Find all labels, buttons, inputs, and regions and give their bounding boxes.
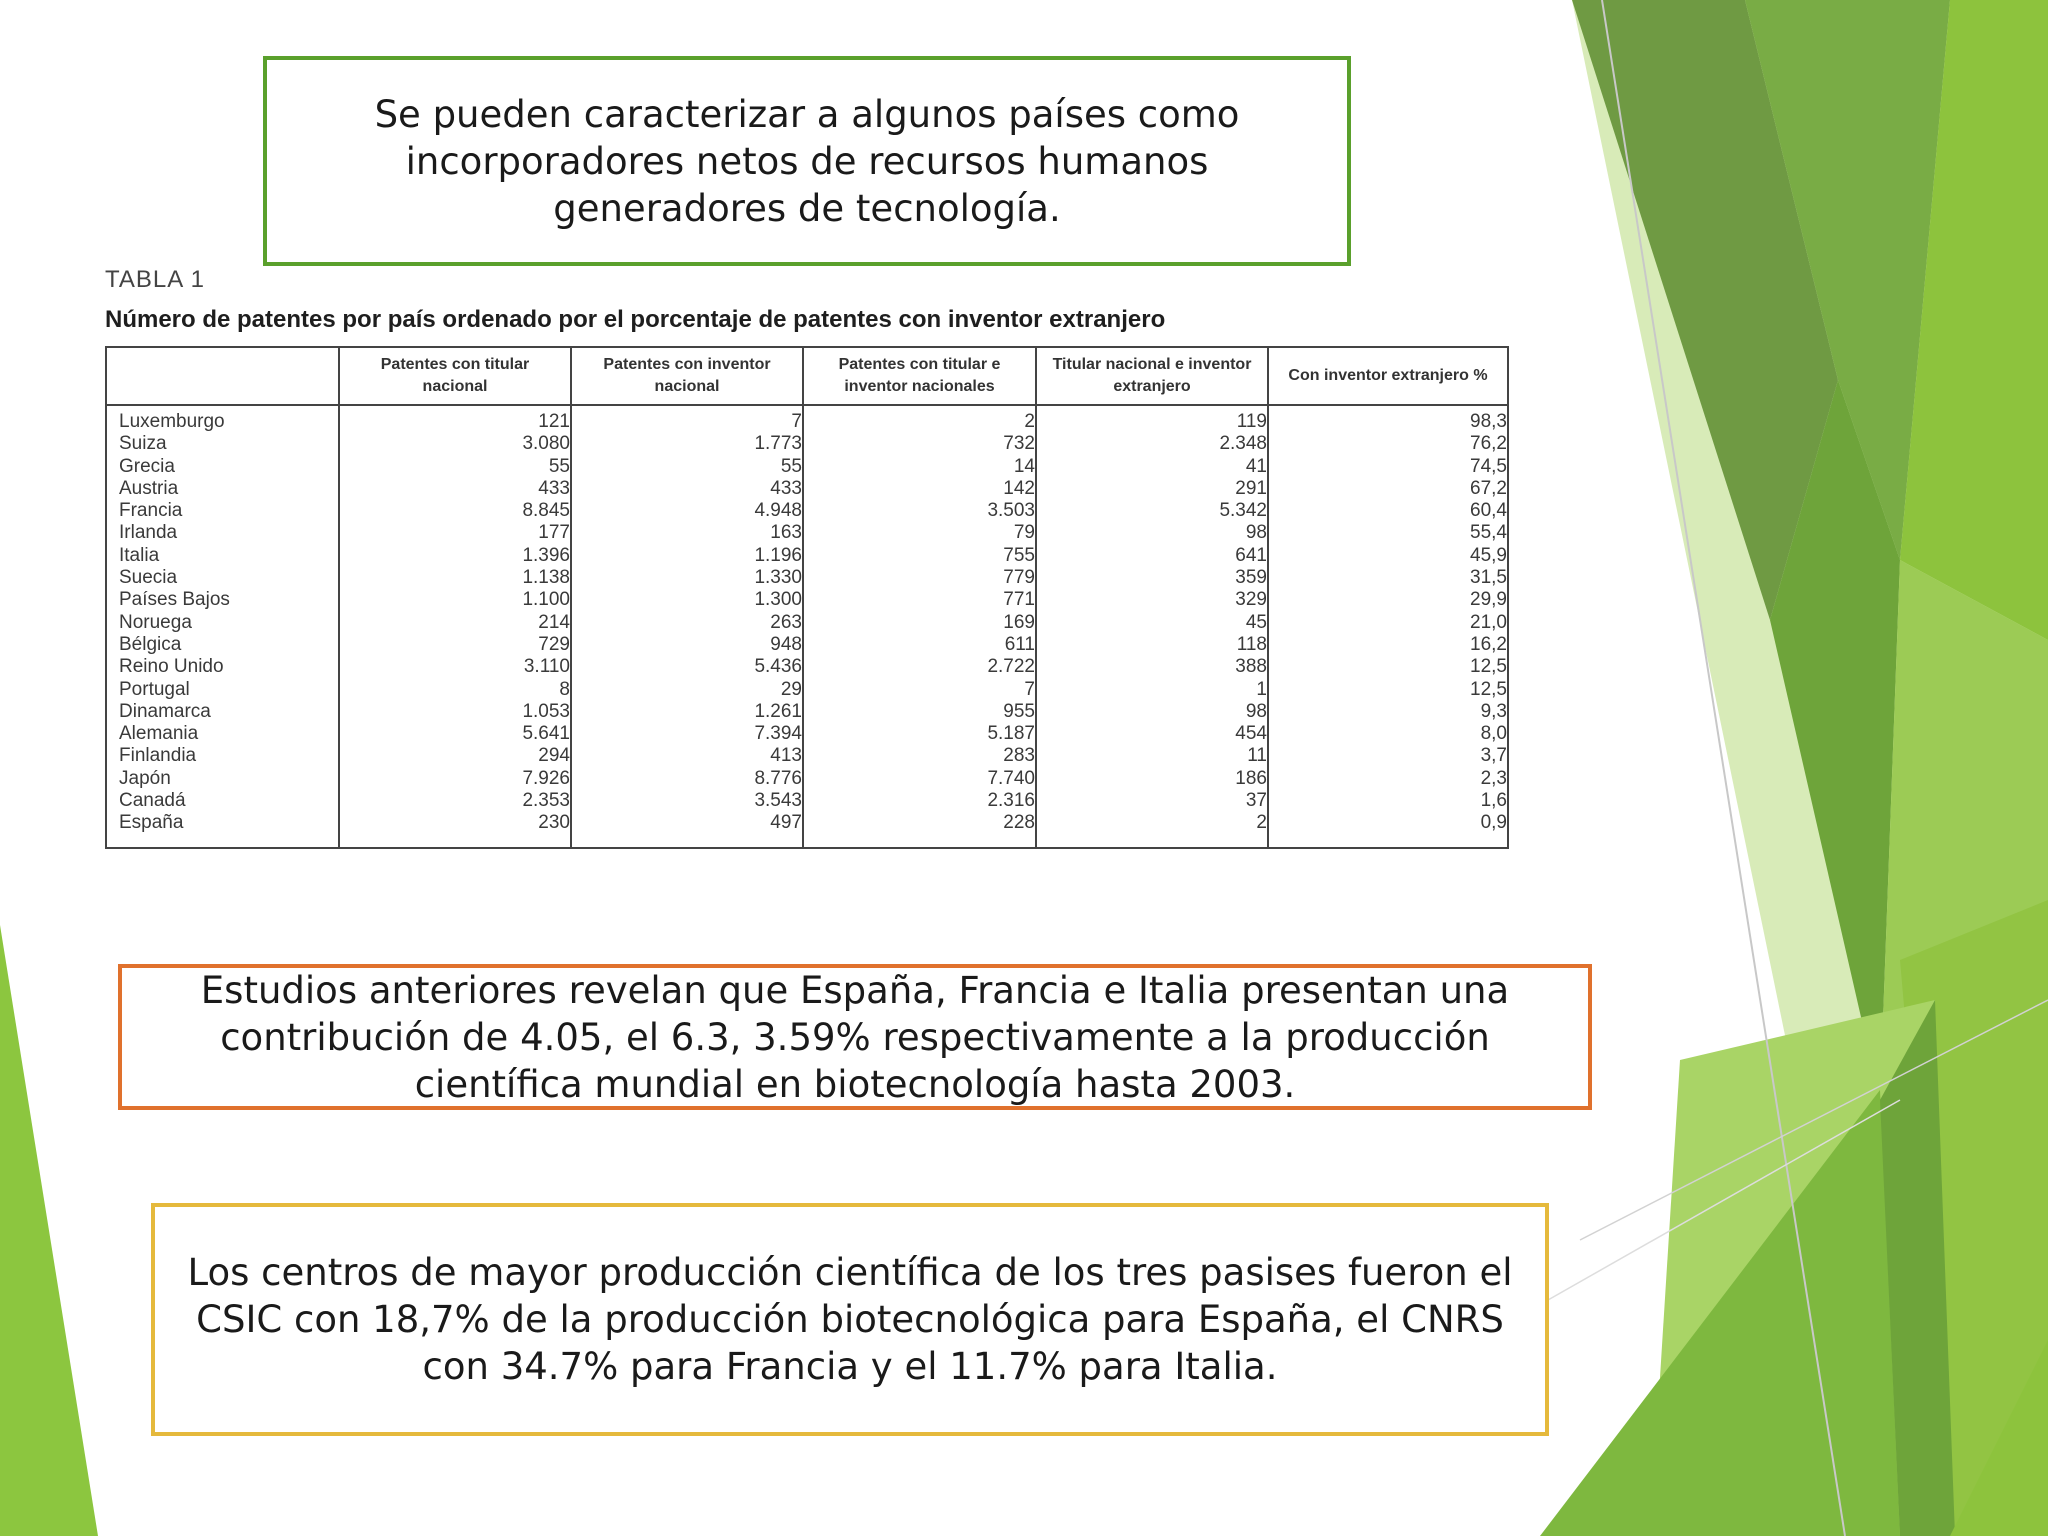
header-titular-inventor-nacionales: Patentes con titular e inventor nacionales	[803, 347, 1036, 405]
table-row	[106, 790, 1508, 812]
value-cell: 5.342	[1036, 500, 1268, 522]
value-cell: 948	[571, 634, 803, 656]
value-cell: 1.261	[571, 701, 803, 723]
value-cell: 214	[339, 612, 571, 634]
value-cell: 29,9	[1268, 589, 1508, 611]
value-cell: 3.503	[803, 500, 1036, 522]
value-cell: 169	[803, 612, 1036, 634]
value-cell: 955	[803, 701, 1036, 723]
value-cell: 7	[803, 679, 1036, 701]
value-cell: 1.053	[339, 701, 571, 723]
value-cell: 177	[339, 522, 571, 544]
value-cell: 1.100	[339, 589, 571, 611]
country-cell: Dinamarca	[106, 701, 339, 723]
value-cell: 12,5	[1268, 679, 1508, 701]
value-cell: 9,3	[1268, 701, 1508, 723]
country-cell: Luxemburgo	[106, 405, 339, 433]
value-cell: 2	[803, 405, 1036, 433]
value-cell: 55	[571, 456, 803, 478]
value-cell: 8.845	[339, 500, 571, 522]
country-cell: Canadá	[106, 790, 339, 812]
intro-callout-text: Se pueden caracterizar a algunos países como incorporadores netos de recursos humanos generadores de tecnología.	[374, 92, 1240, 230]
value-cell: 359	[1036, 567, 1268, 589]
value-cell: 291	[1036, 478, 1268, 500]
table-row	[106, 522, 1508, 544]
value-cell: 3.543	[571, 790, 803, 812]
value-cell: 14	[803, 456, 1036, 478]
header-titular-nacional-inventor-extranjero: Titular nacional e inventor extranjero	[1036, 347, 1268, 405]
value-cell: 67,2	[1268, 478, 1508, 500]
header-titular-nacional: Patentes con titular nacional	[339, 347, 571, 405]
value-cell: 5.187	[803, 723, 1036, 745]
value-cell: 11	[1036, 745, 1268, 767]
table-row	[106, 745, 1508, 767]
country-cell: Francia	[106, 500, 339, 522]
value-cell: 1.300	[571, 589, 803, 611]
country-cell: Grecia	[106, 456, 339, 478]
value-cell: 45,9	[1268, 545, 1508, 567]
value-cell: 118	[1036, 634, 1268, 656]
value-cell: 60,4	[1268, 500, 1508, 522]
value-cell: 755	[803, 545, 1036, 567]
value-cell: 2.348	[1036, 433, 1268, 455]
intro-callout	[263, 56, 1351, 266]
value-cell: 5.641	[339, 723, 571, 745]
value-cell: 611	[803, 634, 1036, 656]
country-cell: Finlandia	[106, 745, 339, 767]
value-cell: 76,2	[1268, 433, 1508, 455]
table-header-row	[106, 347, 1508, 405]
value-cell: 1,6	[1268, 790, 1508, 812]
patent-table-section	[105, 266, 1507, 849]
table-row	[106, 433, 1508, 455]
value-cell: 98,3	[1268, 405, 1508, 433]
value-cell: 41	[1036, 456, 1268, 478]
value-cell: 433	[339, 478, 571, 500]
value-cell: 497	[571, 812, 803, 847]
table-row	[106, 656, 1508, 678]
value-cell: 8,0	[1268, 723, 1508, 745]
value-cell: 98	[1036, 701, 1268, 723]
centers-callout	[151, 1203, 1549, 1436]
value-cell: 37	[1036, 790, 1268, 812]
value-cell: 1.330	[571, 567, 803, 589]
value-cell: 29	[571, 679, 803, 701]
table-row	[106, 701, 1508, 723]
value-cell: 7.926	[339, 768, 571, 790]
value-cell: 7.740	[803, 768, 1036, 790]
value-cell: 641	[1036, 545, 1268, 567]
value-cell: 186	[1036, 768, 1268, 790]
value-cell: 1	[1036, 679, 1268, 701]
value-cell: 55	[339, 456, 571, 478]
table-row	[106, 500, 1508, 522]
country-cell: Suiza	[106, 433, 339, 455]
value-cell: 2.316	[803, 790, 1036, 812]
value-cell: 230	[339, 812, 571, 847]
country-cell: Alemania	[106, 723, 339, 745]
value-cell: 8.776	[571, 768, 803, 790]
table-caption: TABLA 1	[105, 266, 205, 293]
value-cell: 732	[803, 433, 1036, 455]
value-cell: 163	[571, 522, 803, 544]
value-cell: 1.196	[571, 545, 803, 567]
value-cell: 2.722	[803, 656, 1036, 678]
country-cell: Irlanda	[106, 522, 339, 544]
value-cell: 413	[571, 745, 803, 767]
country-cell: Bélgica	[106, 634, 339, 656]
table-row	[106, 612, 1508, 634]
table-row	[106, 768, 1508, 790]
value-cell: 4.948	[571, 500, 803, 522]
value-cell: 1.138	[339, 567, 571, 589]
value-cell: 55,4	[1268, 522, 1508, 544]
value-cell: 771	[803, 589, 1036, 611]
value-cell: 729	[339, 634, 571, 656]
value-cell: 121	[339, 405, 571, 433]
studies-callout-text: Estudios anteriores revelan que España, Francia e Italia presentan una contribución de 4.05, el 6.3, 3.59% respectivamente a la producción científica mundial en biotecnología hasta 2003.	[200, 968, 1510, 1106]
country-cell: Suecia	[106, 567, 339, 589]
country-cell: Italia	[106, 545, 339, 567]
value-cell: 228	[803, 812, 1036, 847]
value-cell: 0,9	[1268, 812, 1508, 847]
table-row	[106, 478, 1508, 500]
value-cell: 7.394	[571, 723, 803, 745]
studies-callout	[118, 964, 1592, 1110]
value-cell: 16,2	[1268, 634, 1508, 656]
country-cell: Japón	[106, 768, 339, 790]
value-cell: 74,5	[1268, 456, 1508, 478]
header-inventor-nacional: Patentes con inventor nacional	[571, 347, 803, 405]
country-cell: Reino Unido	[106, 656, 339, 678]
table-row	[106, 589, 1508, 611]
value-cell: 5.436	[571, 656, 803, 678]
value-cell: 388	[1036, 656, 1268, 678]
country-cell: Austria	[106, 478, 339, 500]
table-row	[106, 545, 1508, 567]
value-cell: 329	[1036, 589, 1268, 611]
table-row	[106, 634, 1508, 656]
country-cell: Portugal	[106, 679, 339, 701]
value-cell: 294	[339, 745, 571, 767]
table-row	[106, 456, 1508, 478]
patents-table	[105, 346, 1509, 849]
table-row	[106, 679, 1508, 701]
value-cell: 3.110	[339, 656, 571, 678]
table-row	[106, 812, 1508, 847]
value-cell: 79	[803, 522, 1036, 544]
table-title: Número de patentes por país ordenado por el porcentaje de patentes con inventor extranjero	[105, 306, 1166, 333]
value-cell: 8	[339, 679, 571, 701]
centers-callout-text: Los centros de mayor producción científica de los tres pasises fueron el CSIC con 18,7% de la producción biotecnológica para España, el CNRS con 34.7% para Francia y el 11.7% para Italia.	[187, 1251, 1513, 1388]
country-cell: España	[106, 812, 339, 847]
table-row	[106, 405, 1508, 433]
value-cell: 2,3	[1268, 768, 1508, 790]
value-cell: 142	[803, 478, 1036, 500]
header-country	[106, 347, 339, 405]
value-cell: 12,5	[1268, 656, 1508, 678]
value-cell: 283	[803, 745, 1036, 767]
value-cell: 21,0	[1268, 612, 1508, 634]
value-cell: 1.773	[571, 433, 803, 455]
value-cell: 2.353	[339, 790, 571, 812]
value-cell: 779	[803, 567, 1036, 589]
country-cell: Países Bajos	[106, 589, 339, 611]
value-cell: 31,5	[1268, 567, 1508, 589]
value-cell: 7	[571, 405, 803, 433]
value-cell: 263	[571, 612, 803, 634]
value-cell: 3.080	[339, 433, 571, 455]
value-cell: 45	[1036, 612, 1268, 634]
table-row	[106, 723, 1508, 745]
header-inventor-extranjero-pct: Con inventor extranjero %	[1268, 347, 1508, 405]
country-cell: Noruega	[106, 612, 339, 634]
value-cell: 119	[1036, 405, 1268, 433]
value-cell: 1.396	[339, 545, 571, 567]
value-cell: 433	[571, 478, 803, 500]
value-cell: 2	[1036, 812, 1268, 847]
value-cell: 3,7	[1268, 745, 1508, 767]
value-cell: 454	[1036, 723, 1268, 745]
value-cell: 98	[1036, 522, 1268, 544]
table-row	[106, 567, 1508, 589]
